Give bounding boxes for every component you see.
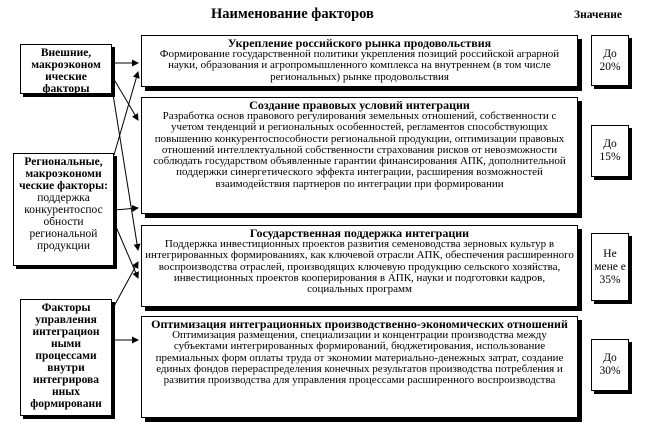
factor-card-body: Поддержка инвестиционных проектов развития семеноводства зерновых культур в интегрированных формированиях, как ключевой отрасли АПК, обеспечения расширенного воспроизводства отраслей, производящих ключевую продукцию сельского хозяйства, инвестиционных проектов кооперирования в АПК, науки и подготовки кадров, социальных программ: [145, 238, 574, 296]
value-text: До 15%: [599, 138, 621, 163]
factor-card-heading: Государственная поддержка интеграции: [249, 226, 470, 240]
factor-card-market: [141, 35, 578, 87]
factor-card-heading: Оптимизация интеграционных производственно-экономических отношений: [151, 317, 568, 331]
factor-box-internal: [20, 299, 112, 416]
factor-card-optimization: [141, 316, 578, 418]
factor-card-body: Разработка основ правового регулирования земельных отношений, собственности с учетом тенденций и региональных особенностей, регламентов способствующих повышению конкурентоспособности региональной продукции, оптимизации правовых отношений интеллектуальной собственности страхования рисков от невозможности соблюдать государством объявленные гарантии финансирования АПК, дополнительной поддержки синергетического эффекта интеграции, расширения возможностей взаимодействия партнеров по интеграции при формировании: [153, 110, 566, 190]
value-box-support: [591, 233, 629, 301]
value-text: До 20%: [599, 47, 621, 73]
value-text: Не мене е 35%: [594, 247, 626, 286]
value-box-optimization: [591, 339, 629, 391]
factor-card-legal: [141, 97, 578, 214]
factor-box-regional: [13, 153, 114, 266]
factor-card-body: Формирование государственной политики укрепления позиций российской аграрной науки, образования и агропромышленного комплекса на внутреннем (в том числе региональных) рынке продовольствия: [159, 48, 560, 83]
factor-card-body: Оптимизация размещения, специализации и концентрации производства между субъектами интегрированных формирований, бюджетирования, использование премиальных форм оплаты труда от экономии материально-денежных затрат, создание единых фондов перераспределения конечных результатов производства потребления и развития производства для управления процессами расширенного воспроизводства: [155, 329, 564, 387]
factor-external-label: Внешние, макроэконом ические факторы: [31, 47, 101, 95]
value-column-header: Значение: [574, 9, 622, 21]
factor-card-heading: Создание правовых условий интеграции: [249, 98, 470, 112]
value-box-legal: [591, 125, 629, 177]
factor-card-support: [141, 225, 578, 307]
arrow-internal-to-support: [112, 262, 138, 310]
factor-internal-label: Факторы управления интеграцион ными процессами внутри интегрирова нных формировани: [30, 302, 102, 410]
diagram-title: Наименование факторов: [211, 6, 374, 22]
arrow-regional-to-legal: [114, 208, 138, 210]
factor-regional-detail: поддержка конкурентоспос обности региональной продукции: [24, 192, 103, 252]
factor-box-external: [20, 44, 112, 94]
value-text: До 30%: [599, 352, 621, 377]
factor-regional-label: Региональные, макроэкономи ческие факторы:: [19, 156, 108, 192]
factor-card-heading: Укрепление российского рынка продовольствия: [227, 36, 492, 50]
value-box-market: [591, 35, 629, 86]
